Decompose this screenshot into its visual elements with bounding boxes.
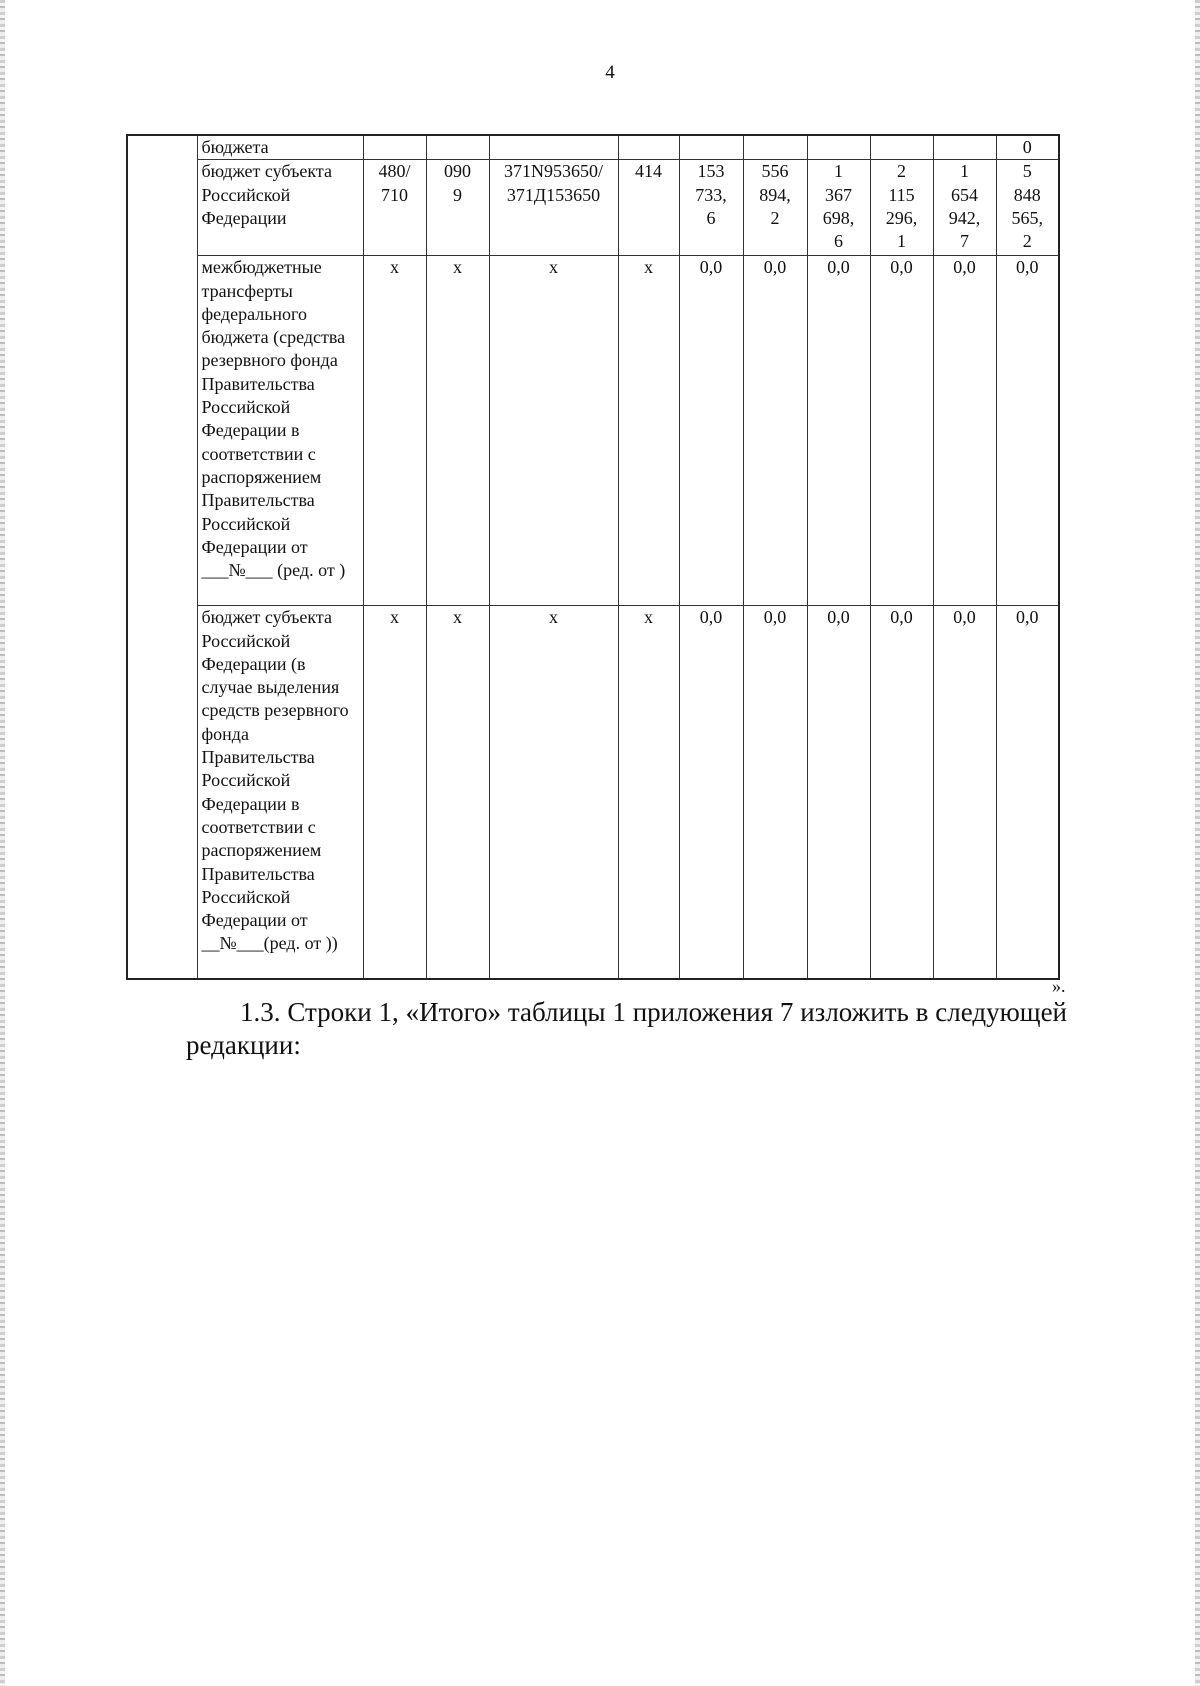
cell-value: 2 115 296, 1	[870, 160, 933, 256]
empty-left-column	[127, 135, 197, 979]
cell-rzpr: х	[426, 606, 489, 979]
cell-value: 0,0	[807, 606, 870, 979]
table-row	[127, 160, 1059, 256]
cell-value: 1 367 698, 6	[807, 160, 870, 256]
row-label: бюджета	[197, 135, 363, 160]
cell-kgrbs: х	[363, 256, 426, 606]
cell-value	[870, 135, 933, 160]
cell-value: 0,0	[807, 256, 870, 606]
page-number: 4	[605, 62, 615, 83]
cell-value: 0,0	[870, 256, 933, 606]
row-label: бюджет субъекта Российской Федерации	[197, 160, 363, 256]
cell-value: 1 654 942, 7	[933, 160, 996, 256]
cell-value	[807, 135, 870, 160]
cell-rzpr	[426, 135, 489, 160]
cell-value: 0,0	[933, 256, 996, 606]
cell-value: 0,0	[679, 606, 743, 979]
cell-kgrbs	[363, 135, 426, 160]
cell-rzpr: х	[426, 256, 489, 606]
cell-rzpr: 090 9	[426, 160, 489, 256]
body-paragraph: 1.3. Строки 1, «Итого» таблицы 1 приложения 7 изложить в следующей редакции:	[186, 997, 1067, 1060]
scan-edge-left	[0, 0, 5, 1686]
row-label: межбюджетные трансферты федерального бюджета (средства резервного фонда Правительства Российской Федерации в соответствии с распоряжением Правительства Российской Федерации от ___№___ (ред. от )	[197, 256, 363, 606]
cell-value	[933, 135, 996, 160]
closing-quote-mark: ».	[1052, 976, 1066, 996]
scan-edge-right	[1195, 0, 1200, 1686]
cell-value: 153 733, 6	[679, 160, 743, 256]
cell-value	[679, 135, 743, 160]
cell-value: 556 894, 2	[743, 160, 807, 256]
cell-csr: х	[489, 606, 618, 979]
cell-value: 0,0	[870, 606, 933, 979]
row-label: бюджет субъекта Российской Федерации (в случае выделения средств резервного фонда Правительства Российской Федерации в соответствии с распоряжением Правительства Российской Федерации от __№___(ред. от ))	[197, 606, 363, 979]
table-row	[127, 135, 1059, 160]
cell-kgrbs: 480/ 710	[363, 160, 426, 256]
cell-vr: 414	[618, 160, 679, 256]
cell-value: 0,0	[679, 256, 743, 606]
cell-vr: х	[618, 256, 679, 606]
cell-total: 0,0	[996, 256, 1059, 606]
cell-vr: х	[618, 606, 679, 979]
cell-total: 5 848 565, 2	[996, 160, 1059, 256]
cell-value: 0,0	[933, 606, 996, 979]
cell-value: 0,0	[743, 256, 807, 606]
cell-csr: х	[489, 256, 618, 606]
cell-value: 0,0	[743, 606, 807, 979]
cell-value	[743, 135, 807, 160]
cell-kgrbs: х	[363, 606, 426, 979]
cell-total: 0,0	[996, 606, 1059, 979]
cell-total: 0	[996, 135, 1059, 160]
cell-vr	[618, 135, 679, 160]
table-row	[127, 256, 1059, 606]
budget-table	[126, 134, 1060, 980]
table-row	[127, 606, 1059, 979]
cell-csr: 371N953650/ 371Д153650	[489, 160, 618, 256]
cell-csr	[489, 135, 618, 160]
